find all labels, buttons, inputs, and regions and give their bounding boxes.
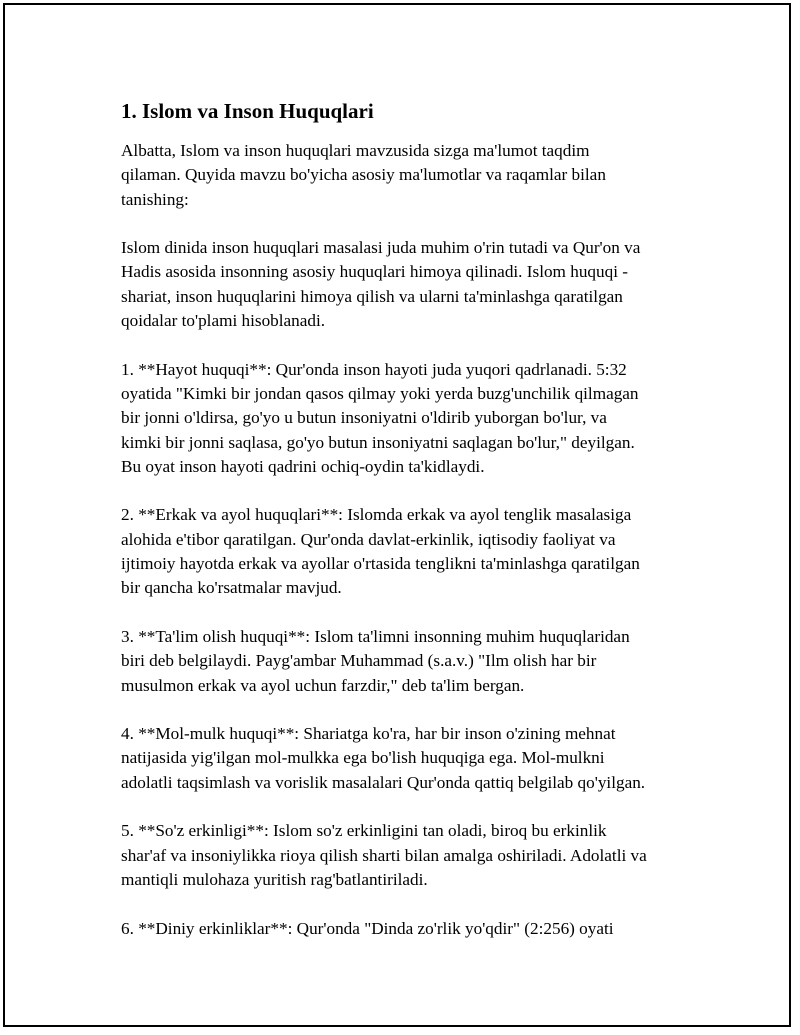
text-line: bir jonni o'ldirsa, go'yo u butun insoniyatni o'ldirib yuborgan bo'lur, va	[121, 408, 607, 428]
text-line: 1. **Hayot huquqi**: Qur'onda inson hayoti juda yuqori qadrlanadi. 5:32	[121, 359, 627, 379]
paragraph-overview	[121, 236, 711, 333]
paragraph-property-rights	[121, 722, 711, 795]
text-line: oyatida "Kimki bir jondan qasos qilmay yoki yerda buzg'unchilik qilmagan	[121, 383, 639, 403]
text-line: ijtimoiy hayotda erkak va ayollar o'rtasida tenglikni ta'minlashga qaratilgan	[121, 554, 640, 574]
text-line: qilaman. Quyida mavzu bo'yicha asosiy ma'lumotlar va raqamlar bilan	[121, 165, 606, 185]
text-line: shariat, inson huquqlarini himoya qilish va ularni ta'minlashga qaratilgan	[121, 286, 623, 306]
text-line: natijasida yig'ilgan mol-mulkka ega bo'lish huquqiga ega. Mol-mulkni	[121, 748, 605, 768]
text-line: 6. **Diniy erkinliklar**: Qur'onda "Dinda zo'rlik yo'qdir" (2:256) oyati	[121, 918, 614, 938]
text-line: Islom dinida inson huquqlari masalasi juda muhim o'rin tutadi va Qur'on va	[121, 238, 641, 258]
text-line: shar'af va insoniylikka rioya qilish sharti bilan amalga oshiriladi. Adolatli va	[121, 845, 647, 865]
page-frame	[3, 3, 791, 1027]
text-line: Albatta, Islom va inson huquqlari mavzusida sizga ma'lumot taqdim	[121, 141, 590, 160]
text-line: mantiqli mulohaza yuritish rag'batlantiriladi.	[121, 869, 428, 889]
text-line: Bu oyat inson hayoti qadrini ochiq-oydin ta'kidlaydi.	[121, 456, 485, 476]
text-line: 2. **Erkak va ayol huquqlari**: Islomda erkak va ayol tenglik masalasiga	[121, 505, 632, 525]
text-line: alohida e'tibor qaratilgan. Qur'onda davlat-erkinlik, iqtisodiy faoliyat va	[121, 529, 616, 549]
paragraph-right-to-life	[121, 358, 711, 479]
paragraph-free-speech	[121, 819, 711, 892]
paragraph-intro	[121, 139, 711, 212]
paragraph-education-rights	[121, 625, 711, 698]
paragraph-religious-freedom	[121, 917, 711, 941]
text-line: 4. **Mol-mulk huquqi**: Shariatga ko'ra, har bir inson o'zining mehnat	[121, 724, 616, 744]
text-line: 5. **So'z erkinligi**: Islom so'z erkinligini tan oladi, biroq bu erkinlik	[121, 821, 607, 841]
text-line: Hadis asosida insonning asosiy huquqlari himoya qilinadi. Islom huquqi -	[121, 262, 628, 282]
document-body	[121, 97, 711, 965]
text-line: biri deb belgilaydi. Payg'ambar Muhammad (s.a.v.) "Ilm olish har bir	[121, 651, 597, 671]
text-line: adolatli taqsimlash va vorislik masalalari Qur'onda qattiq belgilab qo'yilgan.	[121, 772, 646, 792]
text-line: musulmon erkak va ayol uchun farzdir," deb ta'lim bergan.	[121, 675, 525, 695]
text-line: kimki bir jonni saqlasa, go'yo butun insoniyatni saqlagan bo'lur," deyilgan.	[121, 432, 635, 452]
document-title: 1. Islom va Inson Huquqlari	[121, 99, 374, 123]
text-line: bir qancha ko'rsatmalar mavjud.	[121, 578, 342, 598]
paragraph-gender-rights	[121, 503, 711, 600]
text-line: 3. **Ta'lim olish huquqi**: Islom ta'limni insonning muhim huquqlaridan	[121, 626, 630, 646]
text-line: qoidalar to'plami hisoblanadi.	[121, 311, 326, 331]
text-line: tanishing:	[121, 189, 189, 209]
